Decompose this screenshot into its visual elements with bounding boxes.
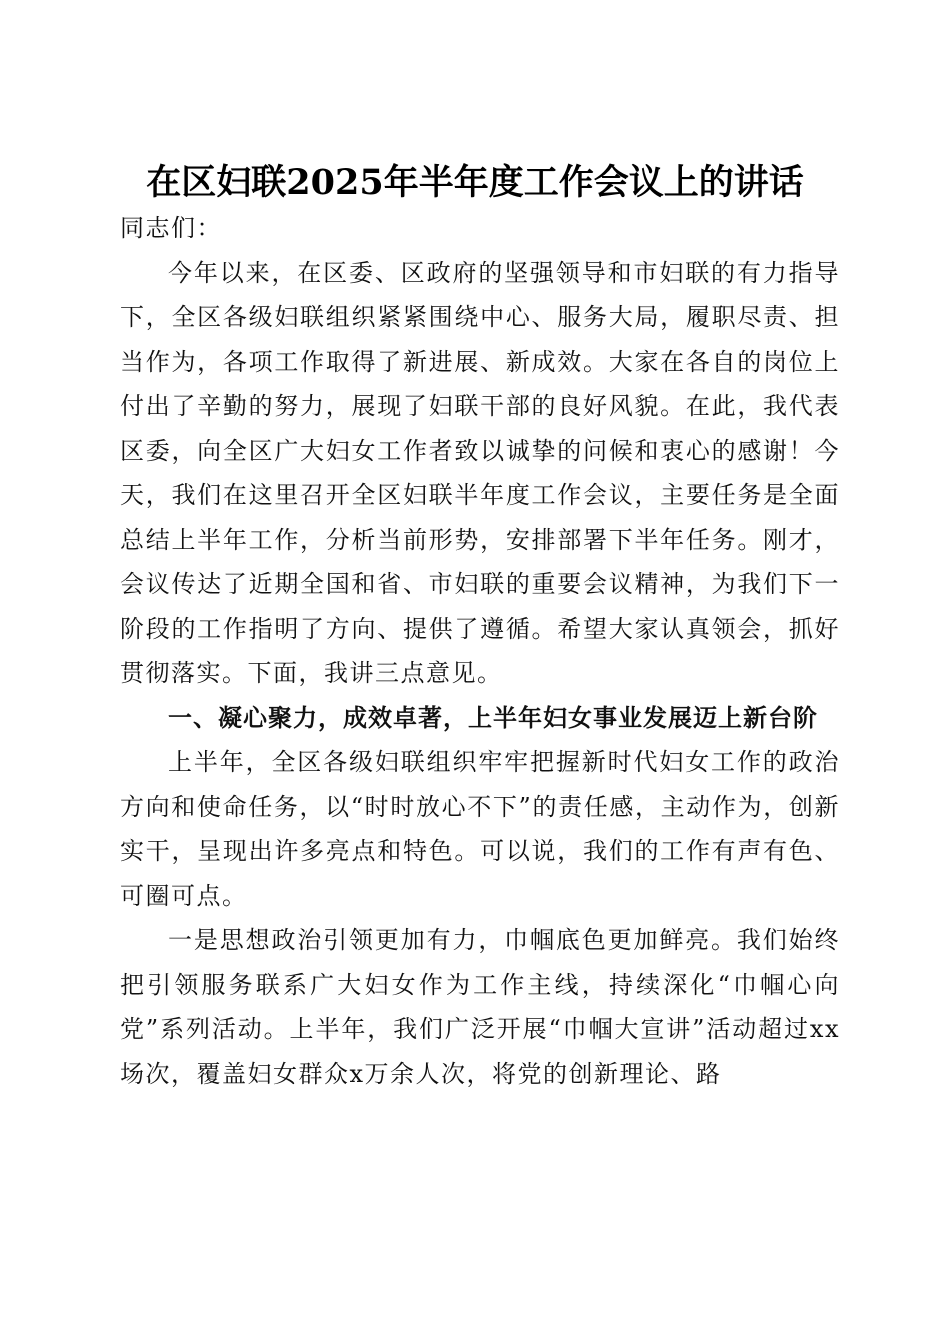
section-1-paragraph-1: 上半年，全区各级妇联组织牢牢把握新时代妇女工作的政治方向和使命任务，以“时时放心不下”的责任感，主动作为，创新实干，呈现出许多亮点和特色。可以说，我们的工作有声有色、可圈可点。 — [120, 748, 840, 910]
salutation: 同志们： — [120, 214, 222, 242]
section-1-paragraph-2: 一是思想政治引领更加有力，巾帼底色更加鲜亮。我们始终把引领服务联系广大妇女作为工作主线，持续深化“巾帼心向党”系列活动。上半年，我们广泛开展“巾帼大宣讲”活动超过xx场次，覆盖妇女群众x万余人次，将党的创新理论、路 — [120, 926, 840, 1088]
intro-paragraph: 今年以来，在区委、区政府的坚强领导和市妇联的有力指导下，全区各级妇联组织紧紧围绕中心、服务大局，履职尽责、担当作为，各项工作取得了新进展、新成效。大家在各自的岗位上付出了辛勤的努力，展现了妇联干部的良好风貌。在此，我代表区委，向全区广大妇女工作者致以诚挚的问候和衷心的感谢！今天，我们在这里召开全区妇联半年度工作会议，主要任务是全面总结上半年工作，分析当前形势，安排部署下半年任务。刚才，会议传达了近期全国和省、市妇联的重要会议精神，为我们下一阶段的工作指明了方向、提供了遵循。希望大家认真领会，抓好贯彻落实。下面，我讲三点意见。 — [120, 258, 840, 687]
section-1-heading: 一、凝心聚力，成效卓著，上半年妇女事业发展迈上新台阶 — [168, 703, 818, 732]
document-body — [120, 206, 840, 1096]
document-title: 在区妇联2025年半年度工作会议上的讲话 — [146, 162, 804, 204]
